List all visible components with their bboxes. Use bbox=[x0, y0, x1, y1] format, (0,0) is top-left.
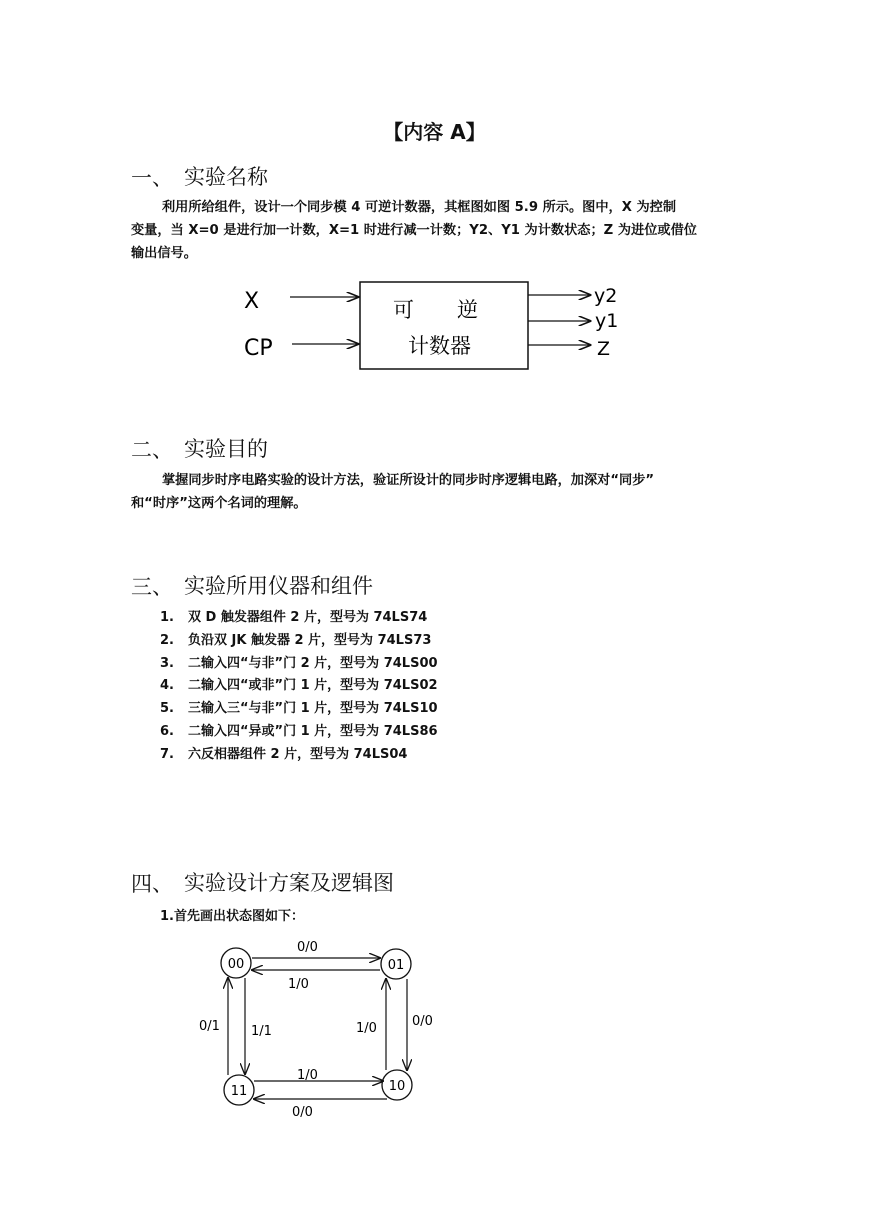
state-label-11: 11 bbox=[230, 1084, 248, 1099]
paragraph-line: 变量，当 X=0 是进行加一计数，X=1 时进行减一计数；Y2、Y1 为计数状态；Z 为进位或借位 bbox=[131, 223, 697, 238]
transition-label-10-01: 1/0 bbox=[356, 1021, 377, 1036]
output-label-z: Z bbox=[597, 338, 611, 360]
section-3-heading: 实验所用仪器和组件 bbox=[184, 574, 373, 598]
transition-label-01-00: 1/0 bbox=[288, 977, 309, 992]
box-label-ke: 可 bbox=[393, 298, 414, 322]
output-label-y2: y2 bbox=[594, 285, 618, 307]
list-item-number: 4. bbox=[160, 678, 174, 694]
state-diagram bbox=[190, 935, 450, 1125]
experiment-name-paragraph bbox=[131, 196, 741, 265]
list-item-text: 二输入四“异或”门 1 片，型号为 74LS86 bbox=[188, 723, 438, 739]
list-item-text: 二输入四“与非”门 2 片，型号为 74LS00 bbox=[188, 655, 438, 671]
list-item bbox=[160, 698, 438, 721]
list-item-number: 5. bbox=[160, 701, 174, 717]
paragraph-line: 输出信号。 bbox=[131, 246, 197, 261]
list-item-text: 六反相器组件 2 片，型号为 74LS04 bbox=[188, 746, 408, 762]
list-item bbox=[160, 630, 438, 653]
list-item-number: 7. bbox=[160, 746, 174, 762]
state-label-10: 10 bbox=[388, 1079, 406, 1094]
counter-block-diagram bbox=[230, 275, 630, 385]
list-item-number: 3. bbox=[160, 655, 174, 671]
state-diagram-intro: 1.首先画出状态图如下： bbox=[160, 909, 304, 924]
list-item-text: 双 D 触发器组件 2 片，型号为 74LS74 bbox=[188, 610, 428, 625]
equipment-list bbox=[160, 607, 438, 767]
box-label-counter: 计数器 bbox=[408, 334, 471, 358]
section-2-heading: 实验目的 bbox=[184, 437, 268, 461]
state-label-00: 00 bbox=[227, 957, 245, 972]
transition-label-10-11: 0/0 bbox=[292, 1105, 313, 1120]
transition-label-11-10: 1/0 bbox=[297, 1068, 318, 1083]
paragraph-line: 和“时序”这两个名词的理解。 bbox=[131, 496, 307, 511]
box-label-ni: 逆 bbox=[457, 298, 478, 322]
transition-label-11-00: 0/1 bbox=[199, 1019, 220, 1034]
list-item-number: 6. bbox=[160, 723, 174, 739]
section-1-number: 一、 bbox=[131, 166, 173, 190]
purpose-paragraph bbox=[131, 469, 741, 515]
list-item-text: 二输入四“或非”门 1 片，型号为 74LS02 bbox=[188, 678, 438, 694]
section-4-number: 四、 bbox=[131, 872, 173, 896]
list-item bbox=[160, 721, 438, 744]
transition-label-00-01: 0/0 bbox=[297, 940, 318, 955]
list-item bbox=[160, 653, 438, 676]
input-label-cp: CP bbox=[244, 336, 273, 361]
paragraph-line: 掌握同步时序电路实验的设计方法，验证所设计的同步时序逻辑电路，加深对“同步” bbox=[162, 473, 655, 488]
document-title: 【内容 A】 bbox=[383, 120, 486, 144]
list-item bbox=[160, 675, 438, 698]
list-item-text: 负沿双 JK 触发器 2 片，型号为 74LS73 bbox=[188, 632, 432, 648]
transition-label-01-10: 0/0 bbox=[412, 1014, 433, 1029]
section-4-heading: 实验设计方案及逻辑图 bbox=[184, 871, 394, 895]
list-item bbox=[160, 607, 438, 630]
transition-label-00-11: 1/1 bbox=[251, 1024, 272, 1039]
list-item bbox=[160, 744, 438, 767]
output-label-y1: y1 bbox=[595, 310, 619, 332]
state-label-01: 01 bbox=[387, 958, 405, 973]
list-item-number: 2. bbox=[160, 632, 174, 648]
list-item-text: 三输入三“与非”门 1 片，型号为 74LS10 bbox=[188, 701, 438, 717]
input-label-x: X bbox=[244, 289, 260, 314]
section-2-number: 二、 bbox=[131, 438, 173, 462]
section-3-number: 三、 bbox=[131, 575, 173, 599]
paragraph-line: 利用所给组件，设计一个同步模 4 可逆计数器，其框图如图 5.9 所示。图中，X 为控制 bbox=[162, 200, 677, 215]
list-item-number: 1. bbox=[160, 610, 174, 625]
section-1-heading: 实验名称 bbox=[184, 165, 268, 189]
